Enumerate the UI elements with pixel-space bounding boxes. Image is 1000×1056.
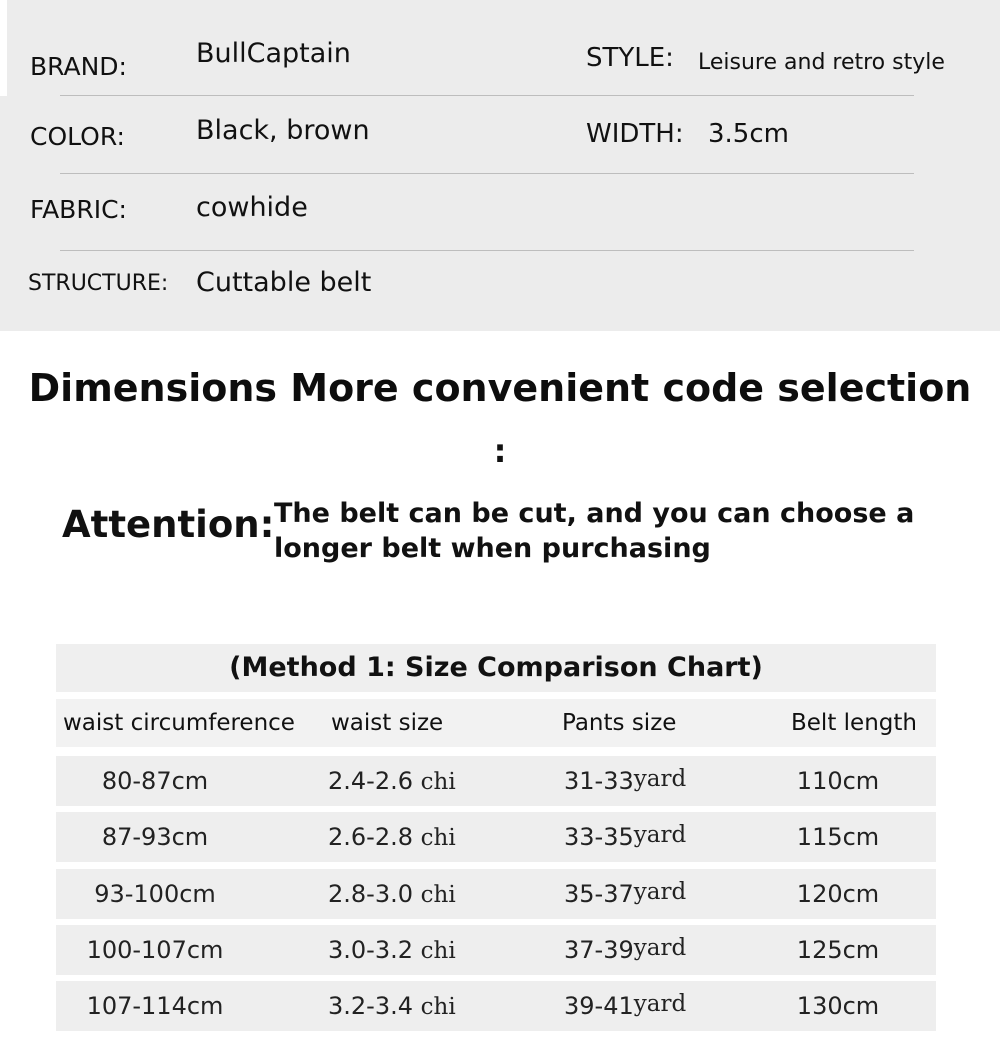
- belt-length-cell: 115cm: [796, 823, 880, 851]
- waist-size-cell: [328, 756, 456, 806]
- waist-size-cell: [328, 925, 456, 975]
- pants-size-cell: [564, 812, 686, 862]
- color-value: Black, brown: [196, 115, 370, 146]
- column-header: Pants size: [562, 710, 677, 736]
- pants-size-value: 35-37: [564, 880, 634, 908]
- waist-size-unit: chi: [420, 882, 456, 908]
- belt-length-cell: 120cm: [796, 880, 880, 908]
- waist-size-cell: [328, 981, 456, 1031]
- belt-length-cell: 110cm: [796, 767, 880, 795]
- table-row: [56, 925, 936, 975]
- pants-size-value: 33-35: [564, 823, 634, 851]
- column-header: waist size: [331, 710, 444, 736]
- waist-circumference-cell: 107-114cm: [86, 992, 224, 1020]
- waist-size-cell: [328, 812, 456, 862]
- waist-circumference-cell: 93-100cm: [94, 880, 216, 908]
- brand-label: BRAND:: [30, 52, 127, 81]
- waist-size-cell: [328, 869, 456, 919]
- pants-size-unit: yard: [633, 822, 687, 848]
- pants-size-unit: yard: [633, 935, 687, 961]
- attention-label: Attention:: [62, 503, 275, 546]
- pants-size-unit: yard: [633, 766, 687, 792]
- column-header: waist circumference: [63, 710, 295, 736]
- attention-text: The belt can be cut, and you can choose a longer belt when purchasing: [274, 498, 915, 564]
- table-row: [56, 756, 936, 806]
- color-label: COLOR:: [30, 122, 125, 151]
- waist-size-unit: chi: [420, 938, 456, 964]
- table-header-row: [56, 699, 936, 747]
- structure-value: Cuttable belt: [196, 267, 372, 298]
- waist-circumference-cell: 87-93cm: [101, 823, 209, 851]
- waist-size-unit: chi: [420, 769, 456, 795]
- structure-label: STRUCTURE:: [28, 271, 169, 296]
- belt-length-cell: 125cm: [796, 936, 880, 964]
- waist-circumference-cell: 80-87cm: [101, 767, 209, 795]
- pants-size-cell: [564, 869, 686, 919]
- column-header: Belt length: [791, 710, 917, 736]
- spec-panel: [0, 0, 1000, 331]
- spec-divider: [60, 250, 914, 251]
- fabric-label: FABRIC:: [30, 195, 127, 224]
- fabric-value: cowhide: [196, 192, 308, 223]
- spec-divider: [60, 173, 914, 174]
- pants-size-unit: yard: [633, 879, 687, 905]
- waist-size-value: 3.2-3.4: [328, 992, 413, 1020]
- waist-size-unit: chi: [420, 825, 456, 851]
- waist-size-value: 2.8-3.0: [328, 880, 413, 908]
- waist-size-value: 2.4-2.6: [328, 767, 413, 795]
- table-row: [56, 869, 936, 919]
- pants-size-cell: [564, 925, 686, 975]
- table-row: [56, 812, 936, 862]
- pants-size-unit: yard: [633, 991, 687, 1017]
- waist-size-value: 2.6-2.8: [328, 823, 413, 851]
- panel-notch: [0, 0, 7, 96]
- spec-divider: [60, 95, 914, 96]
- width-value: 3.5cm: [708, 119, 789, 149]
- brand-value: BullCaptain: [196, 38, 351, 69]
- waist-size-unit: chi: [420, 994, 456, 1020]
- pants-size-cell: [564, 981, 686, 1031]
- chart-title: (Method 1: Size Comparison Chart): [56, 644, 936, 692]
- pants-size-value: 37-39: [564, 936, 634, 964]
- dimensions-heading: Dimensions More convenient code selection: [28, 366, 972, 410]
- pants-size-value: 31-33: [564, 767, 634, 795]
- waist-circumference-cell: 100-107cm: [86, 936, 224, 964]
- width-label: WIDTH:: [586, 119, 684, 149]
- waist-size-value: 3.0-3.2: [328, 936, 413, 964]
- style-value: Leisure and retro style: [698, 50, 945, 75]
- pants-size-value: 39-41: [564, 992, 634, 1020]
- pants-size-cell: [564, 756, 686, 806]
- heading-colon: :: [493, 432, 507, 470]
- table-row: [56, 981, 936, 1031]
- belt-length-cell: 130cm: [796, 992, 880, 1020]
- style-label: STYLE:: [586, 43, 674, 73]
